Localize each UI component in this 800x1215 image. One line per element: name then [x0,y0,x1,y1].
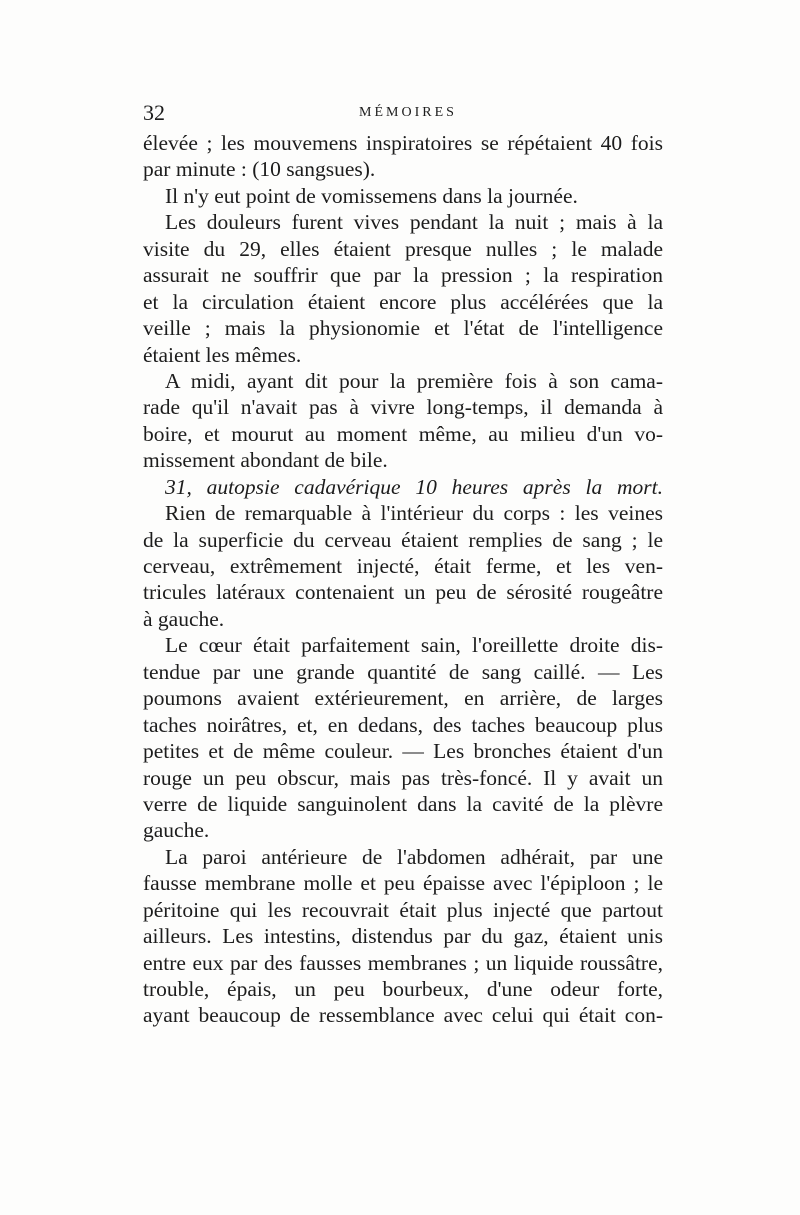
text-line: Il n'y eut point de vomissemens dans la journée. [165,183,578,208]
text-line: Rien de remarquable à l'intérieur du corps : les veines [165,501,663,526]
text-line: veille ; mais la physionomie et l'état de l'intelligence [143,316,663,341]
text-line: ayant beaucoup de ressemblance avec celui qui était con- [143,1003,663,1028]
text-line: par minute : (10 sangsues). [143,157,376,182]
text-line: rouge un peu obscur, mais pas très-foncé. Il y avait un [143,765,663,790]
text-line: à gauche. [143,606,225,631]
text-line: Les douleurs furent vives pendant la nuit ; mais à la [165,210,663,235]
text-line: péritoine qui les recouvrait était plus injecté que partout [143,897,663,922]
autopsy-heading: 31, autopsie cadavérique 10 heures après la mort. [165,474,663,499]
text-line: élevée ; les mouvemens inspiratoires se répétaient 40 fois [143,131,663,155]
text-line: fausse membrane molle et peu épaisse avec l'épiploon ; le [143,871,663,896]
text-line: tricules latéraux contenaient un peu de sérosité rougeâtre [143,580,663,605]
running-title: MÉMOIRES [359,105,457,120]
text-line: verre de liquide sanguinolent dans la cavité de la plèvre [143,791,663,816]
text-line: et la circulation étaient encore plus accélérées que la [143,289,663,314]
text-line: trouble, épais, un peu bourbeux, d'une odeur forte, [143,977,663,1001]
section-heading [143,474,663,500]
page-header [143,98,663,128]
text-line: rade qu'il n'avait pas à vivre long-temps, il demanda à [143,395,663,420]
text-line: missement abondant de bile. [143,448,388,473]
text-line: de la superficie du cerveau étaient remplies de sang ; le [143,527,663,552]
text-line: boire, et mourut au moment même, au milieu d'un vo- [143,421,663,446]
text-line: visite du 29, elles étaient presque nulles ; le malade [143,236,663,261]
text-line: tendue par une grande quantité de sang caillé. — Les [143,659,663,684]
page-number: 32 [143,100,165,125]
text-line: gauche. [143,818,210,843]
text-line: assurait ne souffrir que par la pression ; la respiration [143,263,663,288]
text-line: étaient les mêmes. [143,342,302,367]
body-text [143,130,663,1029]
text-line: A midi, ayant dit pour la première fois à son cama- [165,368,663,393]
text-line: Le cœur était parfaitement sain, l'oreillette droite dis- [165,633,663,658]
text-line: ailleurs. Les intestins, distendus par du gaz, étaient unis [143,924,663,949]
text-line: poumons avaient extérieurement, en arrière, de larges [143,686,663,711]
text-line: entre eux par des fausses membranes ; un liquide roussâtre, [143,950,663,975]
text-line: taches noirâtres, et, en dedans, des taches beaucoup plus [143,712,663,737]
text-line: cerveau, extrêmement injecté, était ferme, et les ven- [143,554,663,578]
text-line: La paroi antérieure de l'abdomen adhérait, par une [165,844,663,869]
text-line: petites et de même couleur. — Les bronches étaient d'un [143,739,663,764]
